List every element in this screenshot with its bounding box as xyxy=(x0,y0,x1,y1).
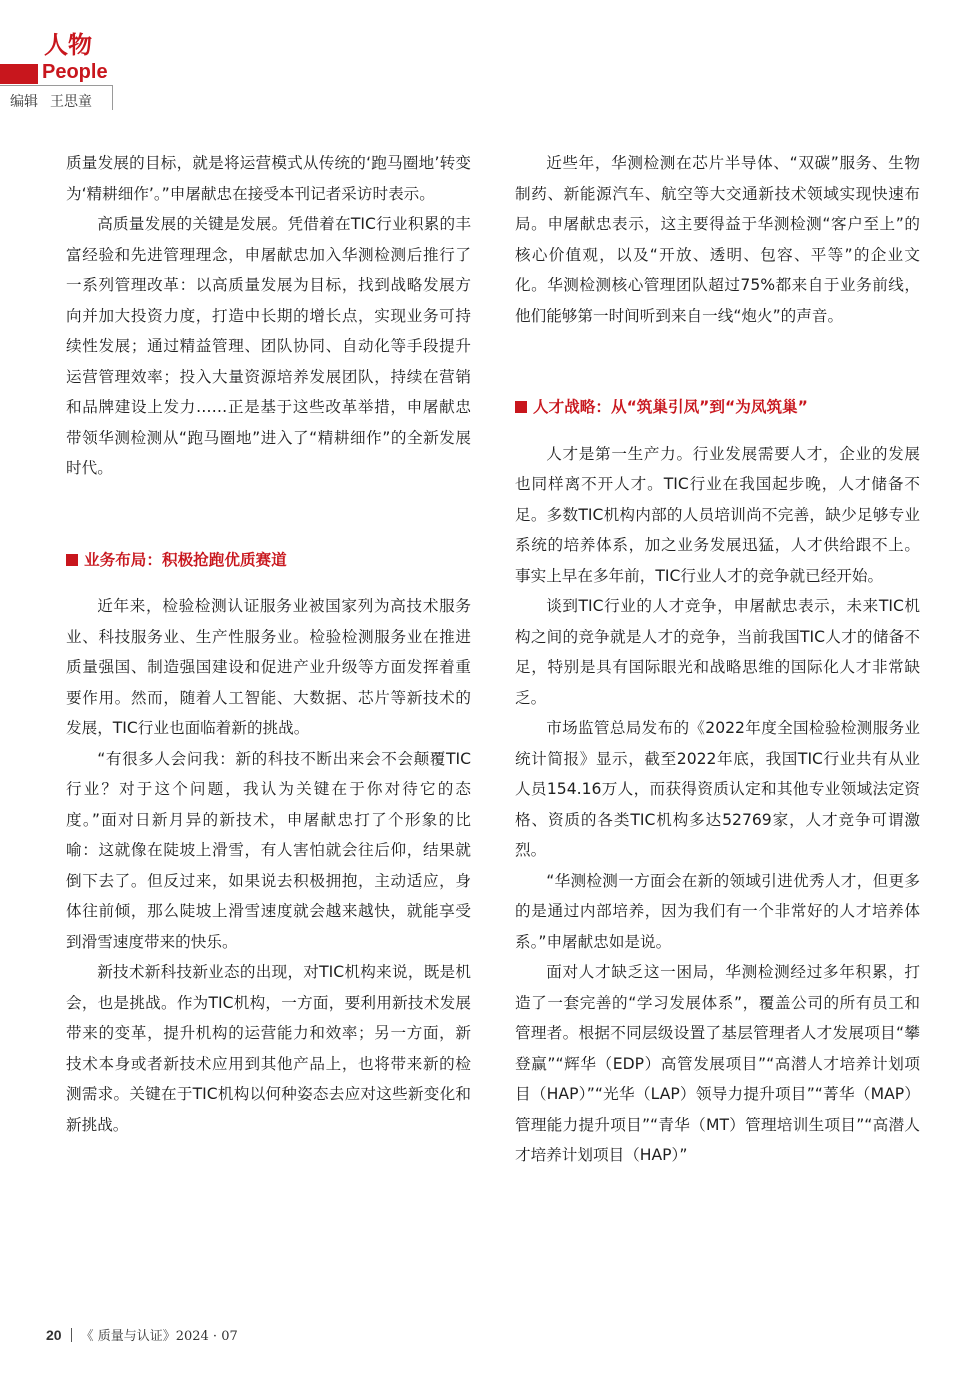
paragraph: 高质量发展的关键是发展。凭借着在TIC行业积累的丰富经验和先进管理理念，申屠献忠加入华测检测后推行了一系列管理改革：以高质量发展为目标，找到战略发展方向并加大投资力度，打造中长期的增长点，实现业务可持续性发展；通过精益管理、团队协同、自动化等手段提升运营管理效率；投入大量资源培养发展团队，持续在营销和品牌建设上发力……正是基于这些改革举措，申屠献忠带领华测检测从“跑马圈地”进入了“精耕细作”的全新发展时代。 xyxy=(66,215,471,477)
heading-text: 人才战略：从“筑巢引凤”到“为凤筑巢” xyxy=(533,398,808,416)
page-footer xyxy=(46,1326,238,1346)
spacer xyxy=(66,575,471,591)
paragraph: 近些年，华测检测在芯片半导体、“双碳”服务、生物制药、新能源汽车、航空等大交通新技术领域实现快速布局。申屠献忠表示，这主要得益于华测检测“客户至上”的核心价值观，以及“开放、透明、包容、平等”的企业文化。华测检测核心管理团队超过75%都来自于业务前线，他们能够第一时间听到来自一线“炮火”的声音。 xyxy=(515,154,920,325)
paragraph: 市场监管总局发布的《2022年度全国检验检测服务业统计简报》显示，截至2022年底，我国TIC行业共有从业人员154.16万人，而获得资质认定和其他专业领域法定资格、资质的各类TIC机构多达52769家，人才竞争可谓激烈。 xyxy=(515,719,920,859)
paragraph: 面对人才缺乏这一困局，华测检测经过多年积累，打造了一套完善的“学习发展体系”，覆盖公司的所有员工和管理者。根据不同层级设置了基层管理者人才发展项目“攀登赢”“辉华（EDP）高管发展项目”“高潜人才培养计划项目（HAP）”“光华（LAP）领导力提升项目”“菁华（MAP）管理能力提升项目”“青华（MT）管理培训生项目”“高潜人才培养计划项目（HAP）” xyxy=(515,963,920,1164)
paragraph: 人才是第一生产力。行业发展需要人才，企业的发展也同样离不开人才。TIC行业在我国起步晚，人才储备不足。多数TIC机构内部的人员培训尚不完善，缺少足够专业系统的培养体系，加之业务发展迅猛，人才供给跟不上。事实上早在多年前，TIC行业人才的竞争就已经开始。 xyxy=(515,444,920,585)
editor-credit xyxy=(10,93,104,111)
spacer xyxy=(515,331,920,392)
footer-divider xyxy=(71,1328,72,1342)
header-divider xyxy=(0,85,112,86)
paragraph: 谈到TIC行业的人才竞争，申屠献忠表示，未来TIC机构之间的竞争就是人才的竞争，当前我国TIC人才的储备不足，特别是具有国际眼光和战略思维的国际化人才非常缺乏。 xyxy=(515,597,920,707)
journal-name: 《 质量与认证》2024 · 07 xyxy=(80,1329,238,1344)
spacer xyxy=(66,484,471,545)
right-column xyxy=(515,148,920,1171)
editor-label: 编辑 xyxy=(10,94,38,110)
heading-text: 业务布局：积极抢跑优质赛道 xyxy=(84,550,287,569)
paragraph: “华测检测一方面会在新的领域引进优秀人才，但更多的是通过内部培养，因为我们有一个非常好的人才培养体系。”申屠献忠如是说。 xyxy=(515,871,920,951)
section-color-bar xyxy=(0,64,38,84)
paragraph: “有很多人会问我：新的科技不断出来会不会颠覆TIC行业？对于这个问题，我认为关键在于你对待它的态度。”面对日新月异的新技术，申屠献忠打了个形象的比喻：这就像在陡坡上滑雪，有人害怕就会往后仰，结果就倒下去了。但反过来，如果说去积极拥抱，主动适应，身体往前倾，那么陡坡上滑雪速度就会越来越快，就能享受到滑雪速度带来的快乐。 xyxy=(66,749,471,951)
paragraph: 新技术新科技新业态的出现，对TIC机构来说，既是机会，也是挑战。作为TIC机构，一方面，要利用新技术发展带来的变革，提升机构的运营能力和效率；另一方面，新技术本身或者新技术应用到其他产品上，也将带来新的检测需求。关键在于TIC机构以何种姿态去应对这些新变化和新挑战。 xyxy=(66,963,471,1134)
heading-square-icon xyxy=(515,401,527,413)
section-heading-talent xyxy=(515,392,920,423)
section-title-cn: 人物 xyxy=(44,31,92,59)
section-title-en: People xyxy=(42,61,108,83)
section-heading-business xyxy=(66,545,471,576)
paragraph: 质量发展的目标，就是将运营模式从传统的‘跑马圈地’转变为‘精耕细作’。”申屠献忠在接受本刊记者采访时表示。 xyxy=(66,154,471,203)
header-divider-vertical xyxy=(112,85,113,110)
paragraph: 近年来，检验检测认证服务业被国家列为高技术服务业、科技服务业、生产性服务业。检验检测服务业在推进质量强国、制造强国建设和促进产业升级等方面发挥着重要作用。然而，随着人工智能、大数据、芯片等新技术的发展，TIC行业也面临着新的挑战。 xyxy=(66,597,471,737)
spacer xyxy=(515,423,920,439)
heading-square-icon xyxy=(66,554,78,566)
left-column xyxy=(66,148,471,1140)
page-number: 20 xyxy=(46,1327,62,1343)
editor-name: 王思童 xyxy=(50,94,92,110)
